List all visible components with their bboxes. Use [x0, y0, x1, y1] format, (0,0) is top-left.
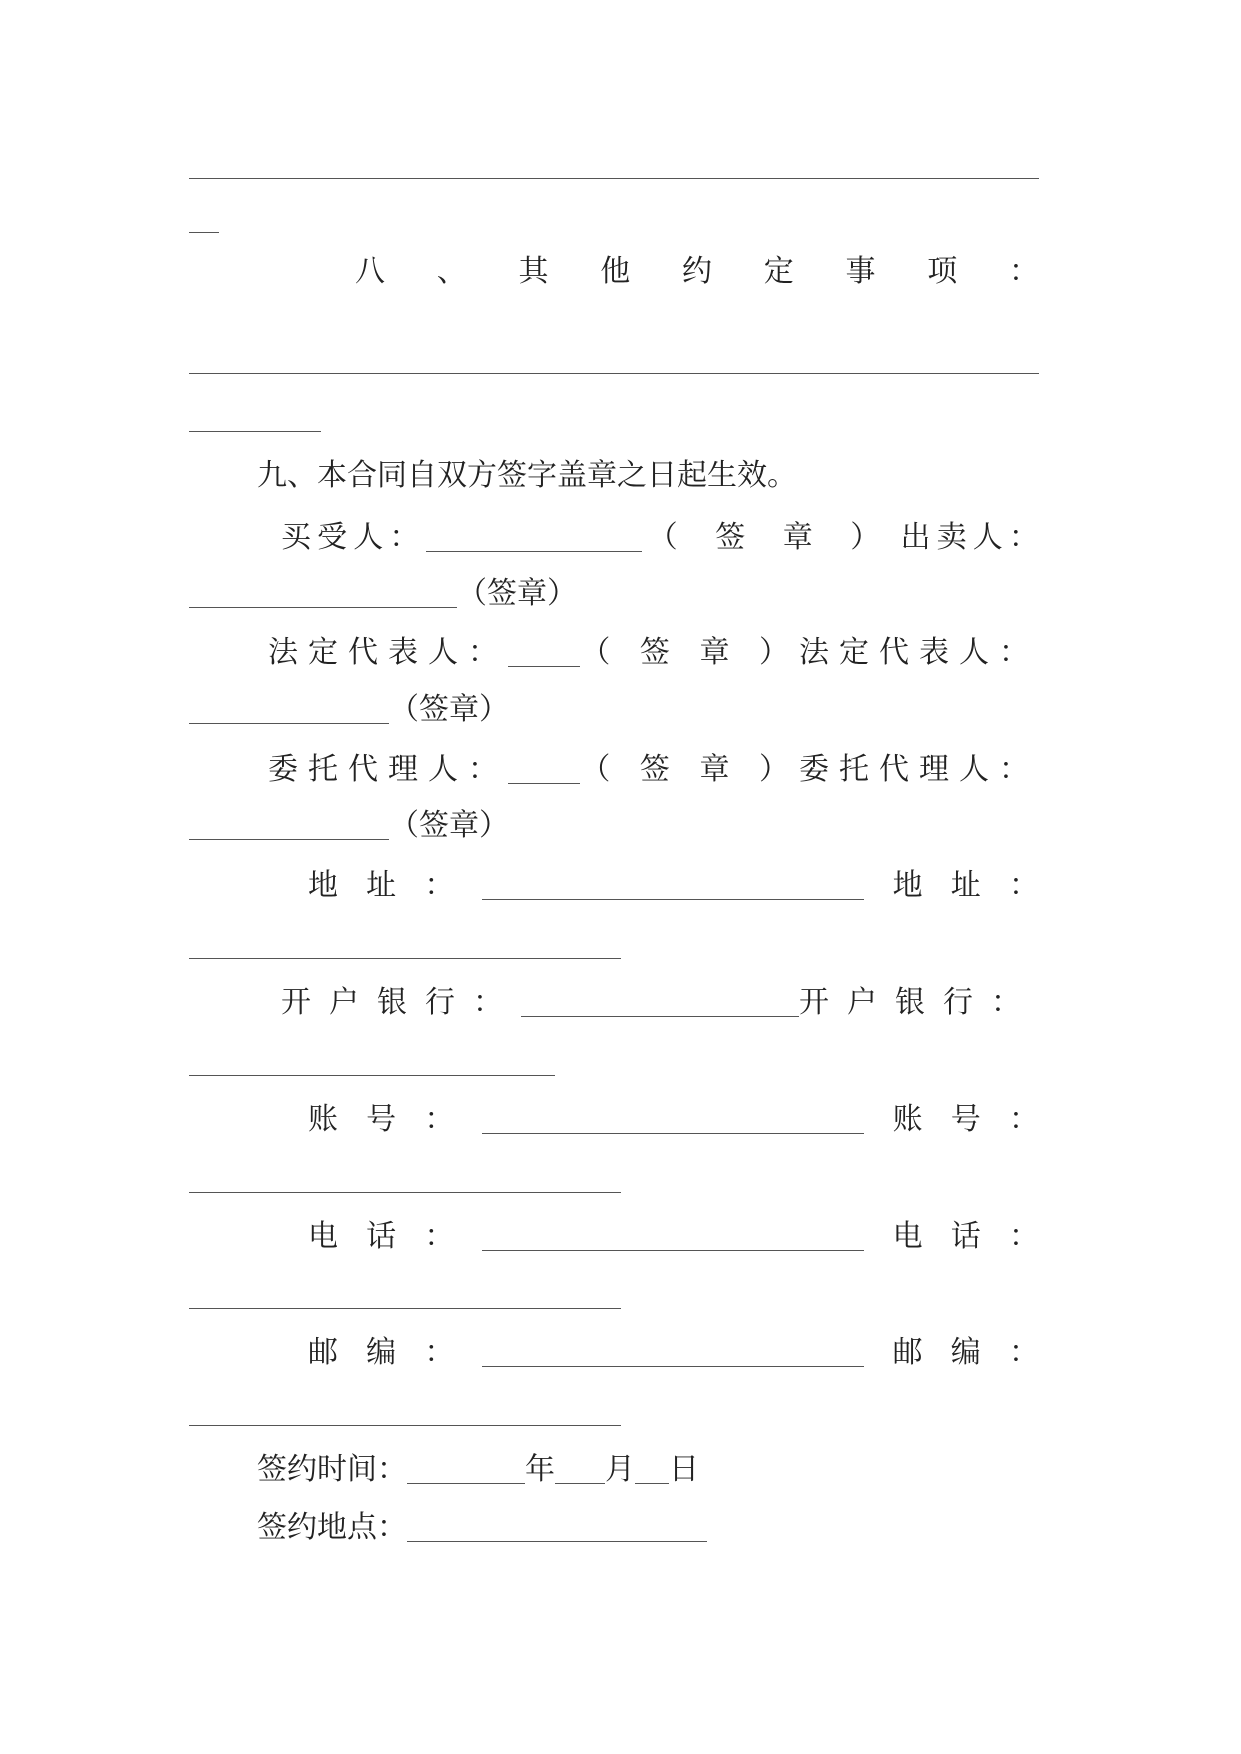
- char: 号: [366, 1102, 397, 1137]
- phone-field-2[interactable]: [189, 1308, 621, 1309]
- sign-time-row: [257, 1450, 757, 1490]
- bank-field[interactable]: [521, 990, 799, 1017]
- char: ：: [424, 868, 455, 903]
- legal-rep-field-row: [189, 690, 1039, 730]
- char: ：: [1008, 1102, 1039, 1137]
- sign-month-label: 月: [605, 1452, 635, 1487]
- char: 编: [950, 1335, 981, 1370]
- section-8-fill-line[interactable]: [189, 373, 1039, 374]
- char: 、: [436, 254, 467, 289]
- char: ：: [424, 1102, 455, 1137]
- account-field-2[interactable]: [189, 1192, 621, 1193]
- char: 出: [900, 520, 931, 555]
- legal-rep-label: 法定代表人：: [268, 635, 508, 670]
- sign-place-label: 签约地点：: [257, 1510, 407, 1545]
- char: 项: [927, 254, 958, 289]
- char: ：: [1009, 254, 1039, 289]
- fill-line-short[interactable]: [189, 232, 219, 233]
- agent-field-row: [189, 806, 1039, 846]
- char: 话: [366, 1219, 397, 1254]
- agent-field-2[interactable]: [189, 813, 389, 840]
- char: ：: [424, 1219, 455, 1254]
- agent-label: 委托代理人：: [268, 752, 508, 787]
- char: ：: [1008, 1335, 1039, 1370]
- sign-day-label: 日: [669, 1452, 699, 1487]
- address-field-2[interactable]: [189, 958, 621, 959]
- agent-label-2: 委托代理人：: [799, 752, 1039, 787]
- bank-label-2: 开户银行：: [799, 985, 1039, 1020]
- legal-rep-label-2: 法定代表人：: [799, 635, 1039, 670]
- legal-rep-row: [268, 633, 1039, 673]
- bank-field-2[interactable]: [189, 1075, 555, 1076]
- sign-day-field[interactable]: [635, 1457, 669, 1484]
- legal-rep-seal-2: （签章）: [389, 692, 509, 727]
- phone-field[interactable]: [482, 1224, 864, 1251]
- sign-time-label: 签约时间：: [257, 1452, 407, 1487]
- char: 买: [281, 520, 311, 555]
- agent-row: [268, 750, 1039, 790]
- buyer-field[interactable]: [426, 525, 642, 552]
- section-8-fill-line-short[interactable]: [189, 431, 321, 432]
- char: 人: [972, 520, 1003, 555]
- char: 账: [892, 1102, 923, 1137]
- agent-field[interactable]: [508, 757, 580, 784]
- account-row: [308, 1100, 1039, 1140]
- legal-rep-field-2[interactable]: [189, 697, 389, 724]
- bank-row: [281, 983, 1039, 1023]
- char: 其: [518, 254, 549, 289]
- char: ：: [424, 1335, 455, 1370]
- char: 受: [317, 520, 348, 555]
- postcode-field[interactable]: [482, 1340, 864, 1367]
- char: 编: [366, 1335, 397, 1370]
- sign-month-field[interactable]: [555, 1457, 605, 1484]
- char: 约: [682, 254, 712, 289]
- seller-seal: （签章）: [457, 576, 577, 611]
- bank-label: 开户银行：: [281, 985, 521, 1020]
- char: 八: [355, 254, 385, 289]
- buyer-seller-row: [281, 518, 1039, 558]
- char: ：: [1008, 520, 1039, 555]
- account-field[interactable]: [482, 1107, 864, 1134]
- phone-row: [308, 1217, 1039, 1257]
- char: 话: [950, 1219, 981, 1254]
- char: 账: [308, 1102, 338, 1137]
- postcode-field-2[interactable]: [189, 1425, 621, 1426]
- agent-seal-2: （签章）: [389, 808, 509, 843]
- char: 卖: [936, 520, 967, 555]
- char: 地: [892, 868, 923, 903]
- char: 邮: [892, 1335, 923, 1370]
- char: 址: [950, 868, 981, 903]
- agent-seal: （ 签 章 ）: [580, 752, 799, 787]
- sign-place-field[interactable]: [407, 1515, 707, 1542]
- address-field[interactable]: [482, 873, 864, 900]
- buyer-seal: （ 签 章 ）: [647, 520, 895, 555]
- char: 号: [950, 1102, 981, 1137]
- sign-year-label: 年: [525, 1452, 555, 1487]
- char: ：: [389, 520, 420, 555]
- seller-field-row: [189, 574, 1039, 614]
- char: 定: [763, 254, 794, 289]
- char: 邮: [308, 1335, 338, 1370]
- char: 人: [353, 520, 384, 555]
- char: ：: [1008, 1219, 1039, 1254]
- char: 地: [308, 868, 338, 903]
- address-row: [308, 866, 1039, 906]
- seller-field[interactable]: [189, 581, 457, 608]
- sign-year-field[interactable]: [407, 1457, 525, 1484]
- legal-rep-seal: （ 签 章 ）: [580, 635, 799, 670]
- char: 他: [600, 254, 631, 289]
- section-9-text: 九、本合同自双方签字盖章之日起生效。: [257, 458, 797, 493]
- char: ：: [1008, 868, 1039, 903]
- char: 址: [366, 868, 397, 903]
- fill-line-long[interactable]: [189, 178, 1039, 179]
- postcode-row: [308, 1333, 1039, 1373]
- char: 事: [845, 254, 876, 289]
- char: 电: [308, 1219, 338, 1254]
- sign-place-row: [257, 1508, 757, 1548]
- char: 电: [892, 1219, 923, 1254]
- section-8-heading: [355, 252, 1039, 292]
- legal-rep-field[interactable]: [508, 640, 580, 667]
